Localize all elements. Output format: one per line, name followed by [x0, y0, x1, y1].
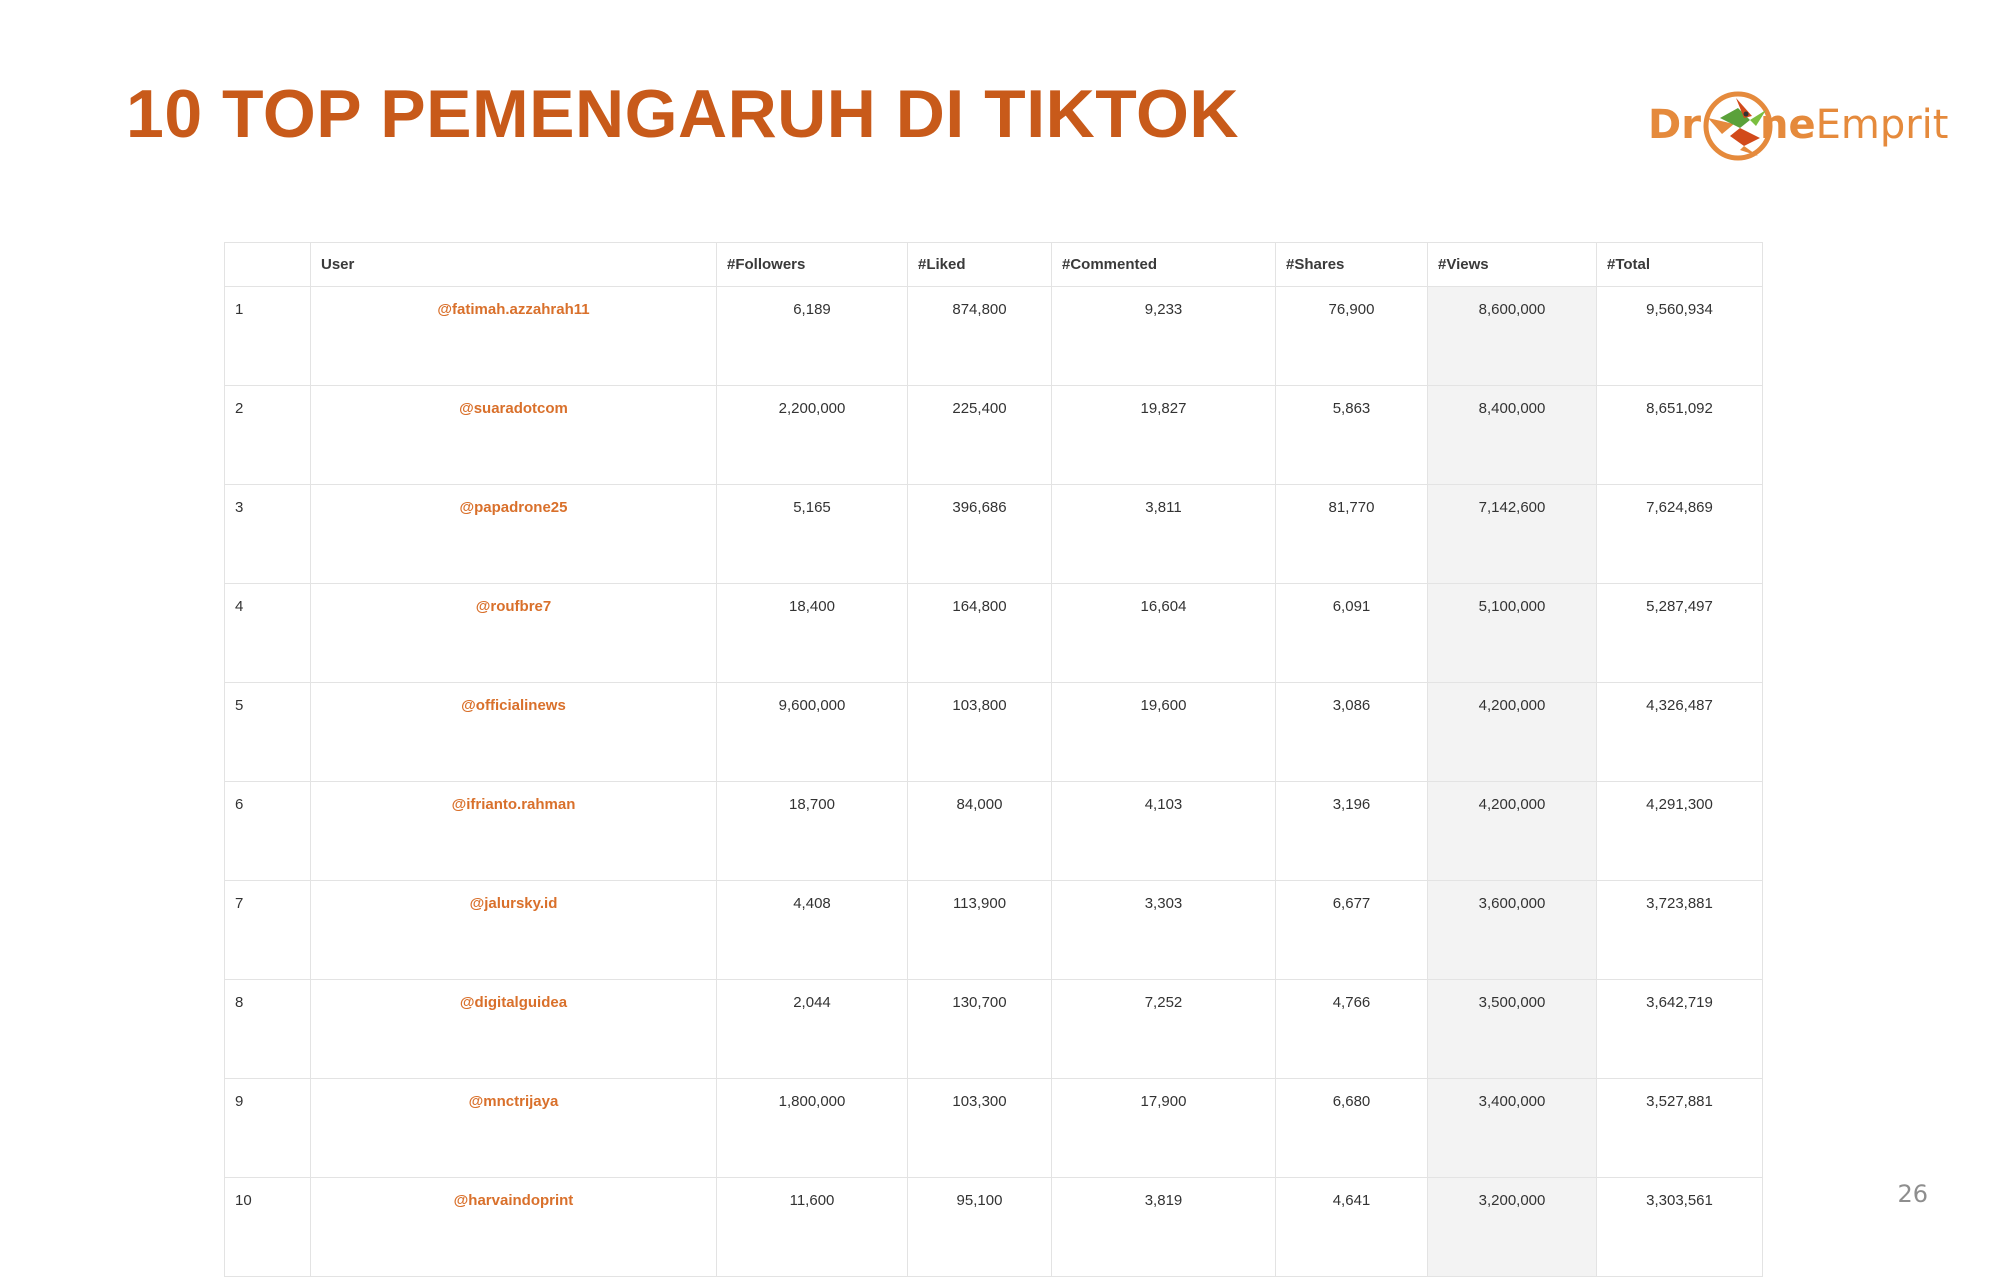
shares-cell: 5,863	[1276, 386, 1428, 485]
liked-cell: 164,800	[908, 584, 1052, 683]
rank-cell: 2	[225, 386, 311, 485]
liked-cell: 874,800	[908, 287, 1052, 386]
shares-cell: 3,196	[1276, 782, 1428, 881]
total-cell: 5,287,497	[1597, 584, 1763, 683]
commented-cell: 7,252	[1052, 980, 1276, 1079]
views-cell: 7,142,600	[1428, 485, 1597, 584]
views-cell: 8,600,000	[1428, 287, 1597, 386]
commented-cell: 16,604	[1052, 584, 1276, 683]
shares-cell: 81,770	[1276, 485, 1428, 584]
total-cell: 8,651,092	[1597, 386, 1763, 485]
commented-cell: 3,811	[1052, 485, 1276, 584]
views-cell: 3,200,000	[1428, 1178, 1597, 1277]
logo-text-ne: ne	[1760, 102, 1816, 148]
followers-cell: 18,700	[717, 782, 908, 881]
shares-cell: 6,680	[1276, 1079, 1428, 1178]
column-header-followers[interactable]: #Followers	[717, 243, 908, 287]
liked-cell: 95,100	[908, 1178, 1052, 1277]
influencer-table-container	[224, 242, 1762, 1209]
followers-cell: 18,400	[717, 584, 908, 683]
total-cell: 3,642,719	[1597, 980, 1763, 1079]
user-link[interactable]: @ifrianto.rahman	[311, 782, 717, 881]
views-cell: 3,600,000	[1428, 881, 1597, 980]
table-row	[225, 386, 1763, 485]
table-row	[225, 287, 1763, 386]
total-cell: 9,560,934	[1597, 287, 1763, 386]
rank-cell: 9	[225, 1079, 311, 1178]
rank-cell: 10	[225, 1178, 311, 1277]
total-cell: 4,291,300	[1597, 782, 1763, 881]
user-link[interactable]: @suaradotcom	[311, 386, 717, 485]
logo-text-emprit-word: Emprit	[1815, 102, 1949, 148]
commented-cell: 19,827	[1052, 386, 1276, 485]
logo-text-emprit	[1760, 100, 1948, 150]
commented-cell: 3,303	[1052, 881, 1276, 980]
followers-cell: 2,044	[717, 980, 908, 1079]
user-link[interactable]: @harvaindoprint	[311, 1178, 717, 1277]
commented-cell: 17,900	[1052, 1079, 1276, 1178]
total-cell: 3,723,881	[1597, 881, 1763, 980]
shares-cell: 3,086	[1276, 683, 1428, 782]
shares-cell: 6,677	[1276, 881, 1428, 980]
followers-cell: 4,408	[717, 881, 908, 980]
commented-cell: 19,600	[1052, 683, 1276, 782]
liked-cell: 103,800	[908, 683, 1052, 782]
commented-cell: 9,233	[1052, 287, 1276, 386]
followers-cell: 6,189	[717, 287, 908, 386]
column-header-liked[interactable]: #Liked	[908, 243, 1052, 287]
column-header-rank	[225, 243, 311, 287]
rank-cell: 7	[225, 881, 311, 980]
liked-cell: 396,686	[908, 485, 1052, 584]
user-link[interactable]: @roufbre7	[311, 584, 717, 683]
rank-cell: 8	[225, 980, 311, 1079]
liked-cell: 113,900	[908, 881, 1052, 980]
table-row	[225, 1079, 1763, 1178]
rank-cell: 4	[225, 584, 311, 683]
user-link[interactable]: @digitalguidea	[311, 980, 717, 1079]
total-cell: 3,527,881	[1597, 1079, 1763, 1178]
followers-cell: 5,165	[717, 485, 908, 584]
influencer-table	[224, 242, 1763, 1277]
shares-cell: 4,766	[1276, 980, 1428, 1079]
shares-cell: 6,091	[1276, 584, 1428, 683]
views-cell: 4,200,000	[1428, 683, 1597, 782]
commented-cell: 4,103	[1052, 782, 1276, 881]
views-cell: 5,100,000	[1428, 584, 1597, 683]
user-link[interactable]: @officialinews	[311, 683, 717, 782]
page-number: 26	[1897, 1180, 1928, 1208]
liked-cell: 225,400	[908, 386, 1052, 485]
table-row	[225, 1178, 1763, 1277]
drone-emprit-logo	[1648, 86, 1949, 176]
column-header-shares[interactable]: #Shares	[1276, 243, 1428, 287]
user-link[interactable]: @jalursky.id	[311, 881, 717, 980]
followers-cell: 2,200,000	[717, 386, 908, 485]
logo-text-dr: Dr	[1648, 102, 1701, 148]
liked-cell: 103,300	[908, 1079, 1052, 1178]
user-link[interactable]: @papadrone25	[311, 485, 717, 584]
slide-title: 10 TOP PEMENGARUH DI TIKTOK	[126, 76, 1240, 152]
liked-cell: 84,000	[908, 782, 1052, 881]
views-cell: 3,500,000	[1428, 980, 1597, 1079]
total-cell: 7,624,869	[1597, 485, 1763, 584]
total-cell: 4,326,487	[1597, 683, 1763, 782]
followers-cell: 11,600	[717, 1178, 908, 1277]
column-header-commented[interactable]: #Commented	[1052, 243, 1276, 287]
table-row	[225, 485, 1763, 584]
table-row	[225, 881, 1763, 980]
table-row	[225, 980, 1763, 1079]
views-cell: 8,400,000	[1428, 386, 1597, 485]
table-header-row	[225, 243, 1763, 287]
table-row	[225, 584, 1763, 683]
column-header-views[interactable]: #Views	[1428, 243, 1597, 287]
shares-cell: 76,900	[1276, 287, 1428, 386]
table-row	[225, 782, 1763, 881]
total-cell: 3,303,561	[1597, 1178, 1763, 1277]
shares-cell: 4,641	[1276, 1178, 1428, 1277]
rank-cell: 3	[225, 485, 311, 584]
views-cell: 3,400,000	[1428, 1079, 1597, 1178]
commented-cell: 3,819	[1052, 1178, 1276, 1277]
column-header-user[interactable]: User	[311, 243, 717, 287]
followers-cell: 9,600,000	[717, 683, 908, 782]
views-cell: 4,200,000	[1428, 782, 1597, 881]
column-header-total[interactable]: #Total	[1597, 243, 1763, 287]
user-link[interactable]: @fatimah.azzahrah11	[311, 287, 717, 386]
user-link[interactable]: @mnctrijaya	[311, 1079, 717, 1178]
rank-cell: 1	[225, 287, 311, 386]
rank-cell: 5	[225, 683, 311, 782]
rank-cell: 6	[225, 782, 311, 881]
liked-cell: 130,700	[908, 980, 1052, 1079]
followers-cell: 1,800,000	[717, 1079, 908, 1178]
table-row	[225, 683, 1763, 782]
